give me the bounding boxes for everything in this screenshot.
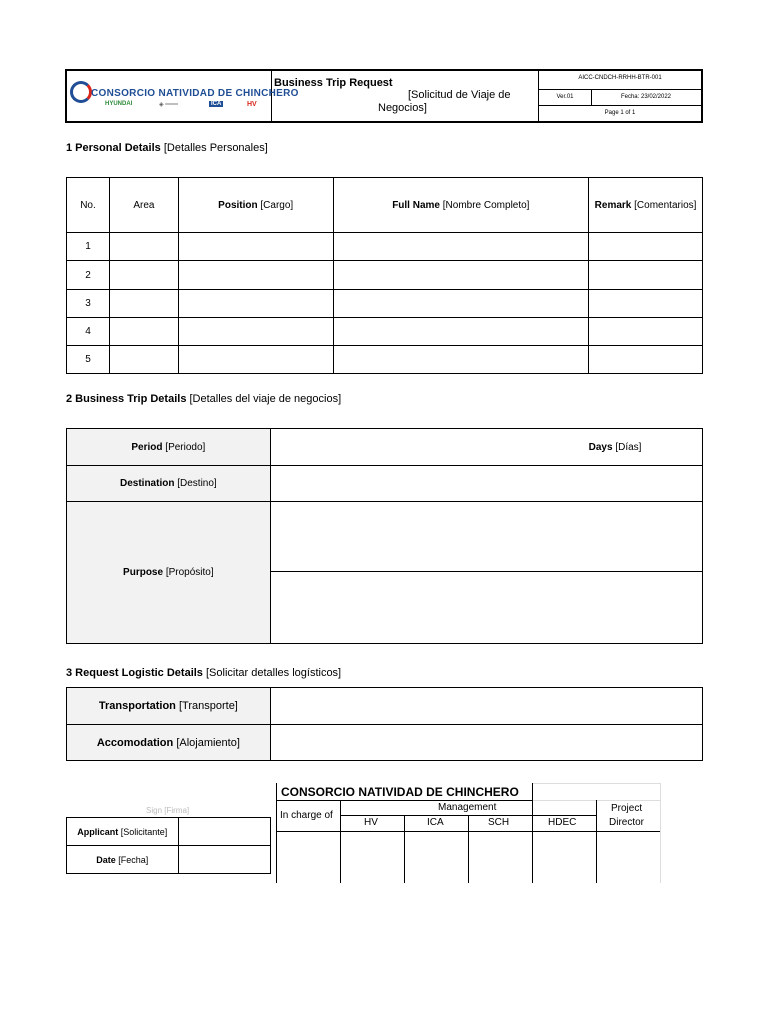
- title-cell: [272, 71, 539, 121]
- row-number: 4: [67, 318, 110, 346]
- member-hdec: HDEC: [548, 817, 577, 828]
- remark-cell[interactable]: [589, 290, 703, 318]
- row-number: 3: [67, 290, 110, 318]
- row-number: 2: [67, 261, 110, 290]
- period-label: Period [Periodo]: [67, 429, 271, 466]
- logo-cell: [67, 71, 299, 121]
- position-cell[interactable]: [178, 261, 333, 290]
- document-header: [65, 69, 703, 123]
- date-sign-field[interactable]: [178, 846, 270, 874]
- area-cell[interactable]: [109, 346, 178, 374]
- full-name-cell[interactable]: [333, 261, 589, 290]
- col-position: Position [Cargo]: [178, 178, 333, 233]
- trip-details-table: [66, 428, 703, 644]
- doc-code: AICC-CNDCH-RRHH-BTR-001: [578, 75, 662, 81]
- full-name-cell[interactable]: [333, 318, 589, 346]
- full-name-cell[interactable]: [333, 233, 589, 261]
- remark-cell[interactable]: [589, 233, 703, 261]
- in-charge-label: In charge of: [280, 810, 333, 821]
- area-cell[interactable]: [109, 261, 178, 290]
- in-charge-sign-field[interactable]: [277, 832, 340, 883]
- doc-page: Page 1 of 1: [604, 110, 636, 116]
- personal-details-table: [66, 177, 703, 374]
- document-title-es-1: [Solicitud de Viaje de: [408, 89, 511, 101]
- position-cell[interactable]: [178, 233, 333, 261]
- col-remark: Remark [Comentarios]: [589, 178, 703, 233]
- table-row: [67, 346, 703, 374]
- period-value[interactable]: [270, 429, 588, 466]
- table-row: [67, 261, 703, 290]
- sch-logo-icon: ◈ ═══: [159, 102, 179, 108]
- accomodation-label: Accomodation [Alojamiento]: [67, 725, 271, 761]
- sign-label: Sign [Firma]: [146, 806, 190, 815]
- section2-heading: 2 Business Trip Details [Detalles del viaje de negocios]: [66, 393, 342, 405]
- remark-cell[interactable]: [589, 318, 703, 346]
- hyundai-logo: HYUNDAI: [105, 101, 133, 107]
- position-cell[interactable]: [178, 346, 333, 374]
- ica-sign-field[interactable]: [405, 832, 468, 883]
- document-title-es-2: Negocios]: [378, 102, 427, 114]
- director-label: Director: [609, 817, 645, 828]
- transportation-label: Transportation [Transporte]: [67, 688, 271, 725]
- purpose-value-2[interactable]: [270, 572, 702, 644]
- doc-date: Fecha: 23/02/2022: [620, 94, 672, 100]
- doc-control-cell: [539, 71, 701, 121]
- position-cell[interactable]: [178, 290, 333, 318]
- position-cell[interactable]: [178, 318, 333, 346]
- section1-heading: 1 Personal Details [Detalles Personales]: [66, 142, 268, 154]
- approval-company: CONSORCIO NATIVIDAD DE CHINCHERO: [281, 785, 519, 799]
- date-label: Date [Fecha]: [67, 846, 179, 874]
- col-no: No.: [67, 178, 110, 233]
- purpose-label: Purpose [Propósito]: [67, 502, 271, 644]
- management-label: Management: [438, 802, 497, 813]
- destination-value[interactable]: [270, 466, 702, 502]
- table-header-row: [67, 178, 703, 233]
- applicant-table: [66, 817, 271, 874]
- row-number: 1: [67, 233, 110, 261]
- destination-label: Destination [Destino]: [67, 466, 271, 502]
- member-ica: ICA: [427, 817, 444, 828]
- logistic-details-table: [66, 687, 703, 761]
- member-sch: SCH: [488, 817, 510, 828]
- member-hv: HV: [364, 817, 378, 828]
- area-cell[interactable]: [109, 290, 178, 318]
- sch-sign-field[interactable]: [469, 832, 532, 883]
- transportation-value[interactable]: [270, 688, 702, 725]
- document-title: Business Trip Request: [274, 77, 393, 89]
- area-cell[interactable]: [109, 233, 178, 261]
- project-label: Project: [611, 803, 643, 814]
- full-name-cell[interactable]: [333, 290, 589, 318]
- col-full-name: Full Name [Nombre Completo]: [333, 178, 589, 233]
- col-area: Area: [109, 178, 178, 233]
- table-row: [67, 233, 703, 261]
- director-sign-field[interactable]: [597, 832, 660, 883]
- area-cell[interactable]: [109, 318, 178, 346]
- remark-cell[interactable]: [589, 346, 703, 374]
- table-row: [67, 290, 703, 318]
- approval-grid: [276, 783, 661, 883]
- full-name-cell[interactable]: [333, 346, 589, 374]
- hv-sign-field[interactable]: [341, 832, 404, 883]
- row-number: 5: [67, 346, 110, 374]
- company-logo-icon: [70, 81, 92, 103]
- table-row: [67, 318, 703, 346]
- remark-cell[interactable]: [589, 261, 703, 290]
- applicant-label: Applicant [Solicitante]: [67, 818, 179, 846]
- days-label: Days [Días]: [589, 429, 703, 466]
- section3-heading: 3 Request Logistic Details [Solicitar detalles logísticos]: [66, 667, 342, 679]
- ica-logo: ICA: [211, 101, 222, 107]
- purpose-value-1[interactable]: [270, 502, 702, 572]
- applicant-sign-field[interactable]: [178, 818, 270, 846]
- hdec-sign-field[interactable]: [533, 832, 596, 883]
- doc-version: Ver.01: [556, 94, 574, 100]
- accomodation-value[interactable]: [270, 725, 702, 761]
- hv-logo: HV: [247, 101, 257, 108]
- company-logo-text: CONSORCIO NATIVIDAD DE CHINCHERO: [91, 88, 299, 99]
